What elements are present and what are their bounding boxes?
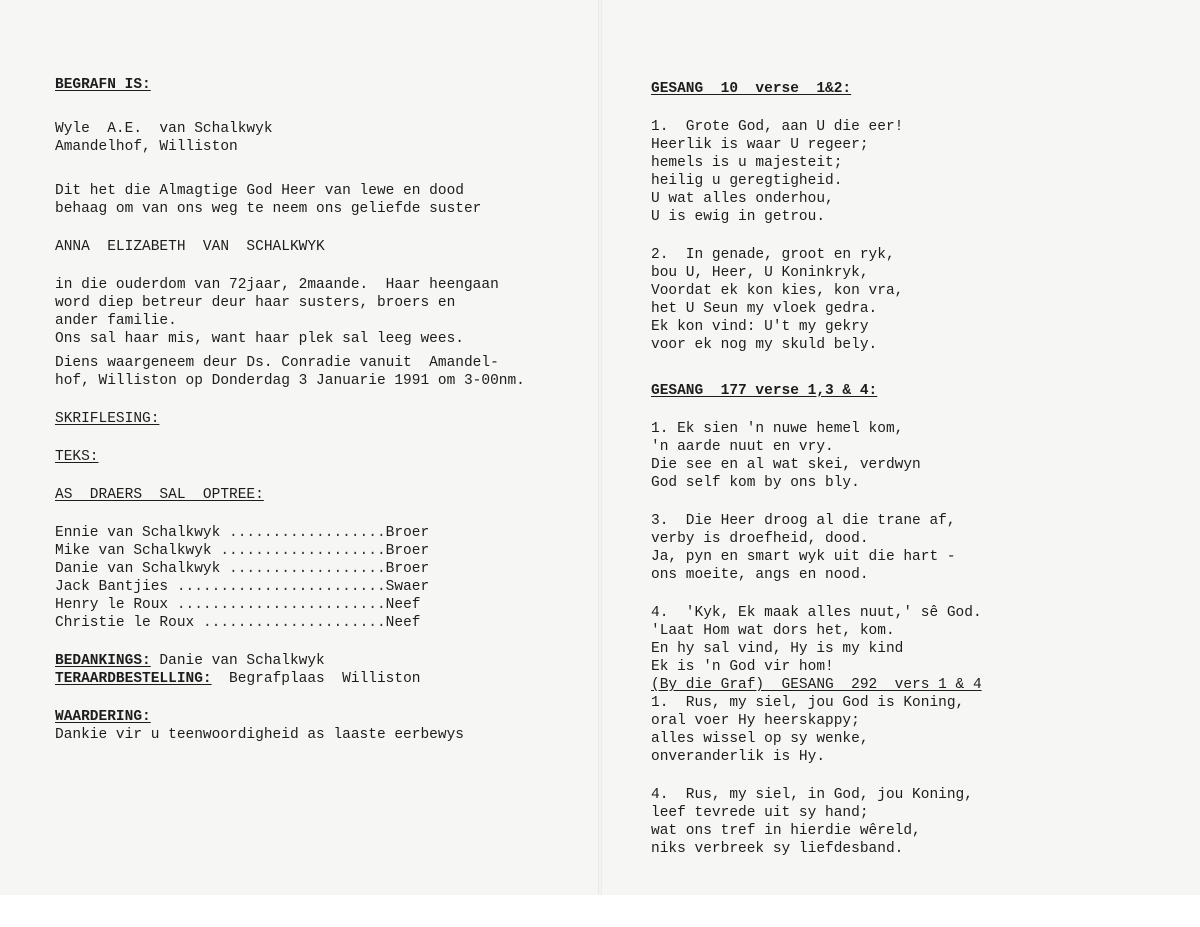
- verse-line: verby is droefheid, dood.: [651, 531, 869, 547]
- gesang-177-verse-1: [651, 420, 1171, 492]
- bedankings-value: Danie van Schalkwyk: [150, 653, 325, 669]
- gesang-177-heading: GESANG 177 verse 1,3 & 4:: [651, 383, 878, 399]
- bedankings-line: [55, 652, 575, 670]
- verse-line: oral voer Hy heerskappy;: [651, 713, 860, 729]
- verse-line: voor ek nog my skuld bely.: [651, 337, 878, 353]
- bearer-dots: ........................: [176, 597, 386, 613]
- verse-line: God self kom by ons bly.: [651, 475, 860, 491]
- bearer-row: [55, 578, 575, 596]
- verse-line: Die see en al wat skei, verdwyn: [651, 457, 921, 473]
- left-column: [55, 76, 575, 744]
- page-fold: [598, 0, 602, 895]
- verse-line: En hy sal vind, Hy is my kind: [651, 641, 904, 657]
- verse-line: alles wissel op sy wenke,: [651, 731, 869, 747]
- age-line-2: word diep betreur deur haar susters, broers en: [55, 295, 456, 311]
- verse-line: onveranderlik is Hy.: [651, 749, 826, 765]
- bearer-dots: ...................: [220, 543, 386, 559]
- bearer-name: Henry le Roux: [55, 597, 177, 613]
- verse-line: Ek is 'n God vir hom!: [651, 659, 834, 675]
- bearer-name: Mike van Schalkwyk: [55, 543, 221, 559]
- gesang-292-verse-1: [651, 694, 1171, 766]
- right-column: [651, 80, 1171, 858]
- bearer-name: Ennie van Schalkwyk: [55, 525, 230, 541]
- heading-teks: TEKS:: [55, 449, 99, 465]
- verse-line: 4. 'Kyk, Ek maak alles nuut,' sê God.: [651, 605, 982, 621]
- verse-line: 4. Rus, my siel, in God, jou Koning,: [651, 787, 973, 803]
- gesang-292-verse-4: [651, 786, 1171, 858]
- verse-line: bou U, Heer, U Koninkryk,: [651, 265, 869, 281]
- bearer-relation: Swaer: [385, 579, 430, 595]
- teraarde-value: Begrafplaas Williston: [211, 671, 421, 687]
- verse-line: Ja, pyn en smart wyk uit die hart -: [651, 549, 956, 565]
- bearer-relation: Broer: [385, 525, 430, 541]
- gesang-10-verse-1: [651, 118, 1171, 226]
- verse-line: 1. Rus, my siel, jou God is Koning,: [651, 695, 965, 711]
- verse-line: leef tevrede uit sy hand;: [651, 805, 869, 821]
- verse-line: 2. In genade, groot en ryk,: [651, 247, 895, 263]
- verse-line: Voordat ek kon kies, kon vra,: [651, 283, 904, 299]
- deceased-residence-line: Amandelhof, Williston: [55, 139, 238, 155]
- gesang-177-verse-4: [651, 604, 1171, 676]
- scan-bottom-margin: [0, 895, 1200, 927]
- verse-line: Ek kon vind: U't my gekry: [651, 319, 869, 335]
- bearer-dots: .....................: [202, 615, 386, 631]
- age-line-3: ander familie.: [55, 313, 177, 329]
- bearer-row: [55, 524, 575, 542]
- heading-draers: AS DRAERS SAL OPTREE:: [55, 487, 264, 503]
- bearer-row: [55, 560, 575, 578]
- service-line-1: Diens waargeneem deur Ds. Conradie vanuit Amandel-: [55, 355, 499, 371]
- verse-line: wat ons tref in hierdie wêreld,: [651, 823, 921, 839]
- bearer-name: Christie le Roux: [55, 615, 203, 631]
- verse-line: 'n aarde nuut en vry.: [651, 439, 834, 455]
- intro-line-1: Dit het die Almagtige God Heer van lewe en dood: [55, 183, 464, 199]
- bearer-relation: Neef: [385, 597, 421, 613]
- bearer-name: Jack Bantjies: [55, 579, 177, 595]
- verse-line: 1. Grote God, aan U die eer!: [651, 119, 904, 135]
- bearer-dots: ..................: [229, 525, 386, 541]
- verse-line: het U Seun my vloek gedra.: [651, 301, 878, 317]
- bearer-row: [55, 614, 575, 632]
- bearer-relation: Neef: [385, 615, 421, 631]
- heading-begrafnis: BEGRAFN IS:: [55, 77, 151, 93]
- age-line-1: in die ouderdom van 72jaar, 2maande. Haar heengaan: [55, 277, 499, 293]
- gesang-177-verse-3: [651, 512, 1171, 584]
- bearer-row: [55, 596, 575, 614]
- gesang-10-verse-2: [651, 246, 1171, 354]
- verse-line: Heerlik is waar U regeer;: [651, 137, 869, 153]
- teraarde-label: TERAARDBESTELLING:: [55, 671, 212, 687]
- bearer-name: Danie van Schalkwyk: [55, 561, 230, 577]
- deceased-name-line: Wyle A.E. van Schalkwyk: [55, 121, 273, 137]
- bearer-dots: ........................: [176, 579, 386, 595]
- bearer-relation: Broer: [385, 561, 430, 577]
- verse-line: U wat alles onderhou,: [651, 191, 834, 207]
- verse-line: U is ewig in getrou.: [651, 209, 826, 225]
- verse-line: niks verbreek sy liefdesband.: [651, 841, 904, 857]
- gesang-292-heading: (By die Graf) GESANG 292 vers 1 & 4: [651, 677, 982, 693]
- verse-line: hemels is u majesteit;: [651, 155, 843, 171]
- bearer-relation: Broer: [385, 543, 430, 559]
- age-line-4: Ons sal haar mis, want haar plek sal leeg wees.: [55, 331, 464, 347]
- bedankings-label: BEDANKINGS:: [55, 653, 151, 669]
- intro-line-2: behaag om van ons weg te neem ons geliefde suster: [55, 201, 482, 217]
- service-line-2: hof, Williston op Donderdag 3 Januarie 1991 om 3-00nm.: [55, 373, 525, 389]
- waardering-text: Dankie vir u teenwoordigheid as laaste eerbewys: [55, 727, 464, 743]
- bearer-row: [55, 542, 575, 560]
- heading-skriflesing: SKRIFLESING:: [55, 411, 160, 427]
- bearer-dots: ..................: [229, 561, 386, 577]
- teraarde-line: [55, 670, 575, 688]
- full-name: ANNA ELIZABETH VAN SCHALKWYK: [55, 239, 325, 255]
- bearers-list: [55, 524, 575, 632]
- heading-waardering: WAARDERING:: [55, 709, 151, 725]
- verse-line: 3. Die Heer droog al die trane af,: [651, 513, 956, 529]
- verse-line: ons moeite, angs en nood.: [651, 567, 869, 583]
- verse-line: 'Laat Hom wat dors het, kom.: [651, 623, 895, 639]
- verse-line: heilig u geregtigheid.: [651, 173, 843, 189]
- gesang-10-heading: GESANG 10 verse 1&2:: [651, 81, 852, 97]
- verse-line: 1. Ek sien 'n nuwe hemel kom,: [651, 421, 904, 437]
